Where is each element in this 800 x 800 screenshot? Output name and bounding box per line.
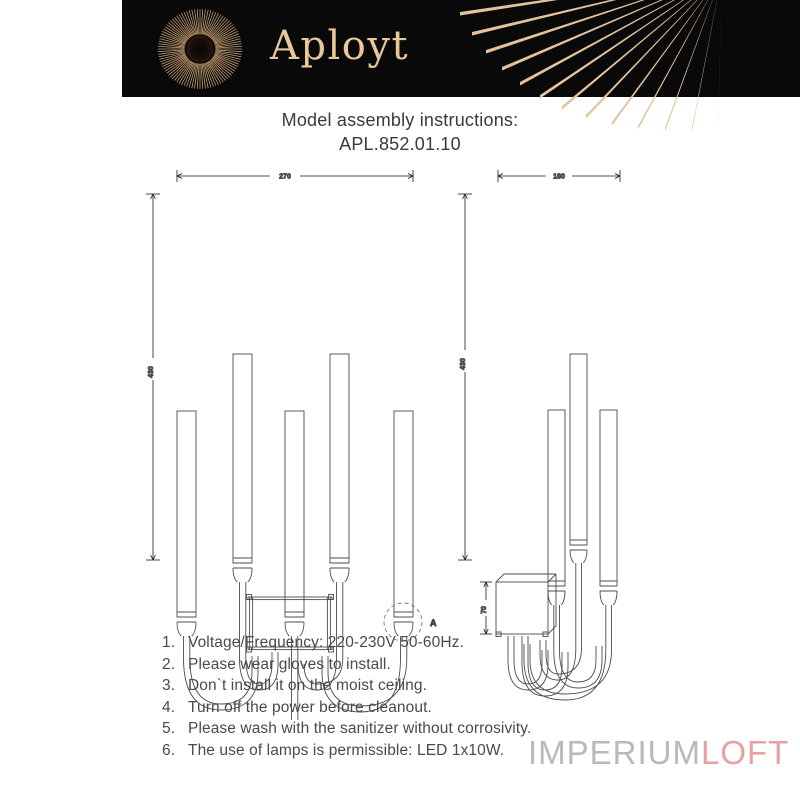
side-box-height-dimension: 70 [481, 606, 488, 614]
side-view-drawing [458, 170, 620, 700]
watermark-part-2: LOFT [701, 734, 790, 771]
side-height-dimension: 430 [460, 358, 467, 370]
instruction-number: 2. [162, 655, 176, 673]
instruction-item [162, 697, 722, 719]
title-line-1: Model assembly instructions: [281, 110, 519, 130]
instruction-text: Please wash with the sanitizer without corrosivity. [188, 720, 532, 737]
side-width-dimension: 180 [553, 173, 565, 181]
instruction-number: 1. [162, 634, 176, 651]
instruction-text: The use of lamps is permissible: LED 1x10W. [188, 741, 505, 759]
instruction-item [162, 632, 722, 654]
instruction-item [162, 675, 722, 697]
watermark-part-1: IMPERIUM [528, 734, 701, 771]
instruction-number: 3. [162, 677, 176, 694]
technical-drawings [0, 160, 800, 628]
instruction-number: 6. [162, 741, 176, 759]
page-title [0, 108, 800, 156]
instruction-text: Don`t install it on the moist ceiling. [188, 677, 427, 694]
instruction-number: 4. [162, 698, 176, 716]
instruction-text: Please wear gloves to install. [188, 655, 391, 673]
sunburst-emblem-icon [154, 6, 246, 92]
instruction-item [162, 740, 722, 762]
header-banner [122, 0, 800, 97]
instruction-text: Voltage/Frequency: 220-230V 50-60Hz. [188, 634, 464, 651]
brand-wordmark: Aployt [270, 23, 410, 69]
instructions-list [162, 632, 722, 761]
front-width-dimension: 270 [279, 173, 291, 181]
title-line-2: APL.852.01.10 [339, 134, 461, 154]
front-height-dimension: 430 [148, 366, 155, 378]
instruction-text: Turn off the power before cleanout. [188, 698, 432, 716]
instruction-item [162, 718, 722, 740]
instruction-item [162, 654, 722, 676]
instruction-number: 5. [162, 720, 176, 737]
detail-marker-a: A [430, 618, 437, 628]
